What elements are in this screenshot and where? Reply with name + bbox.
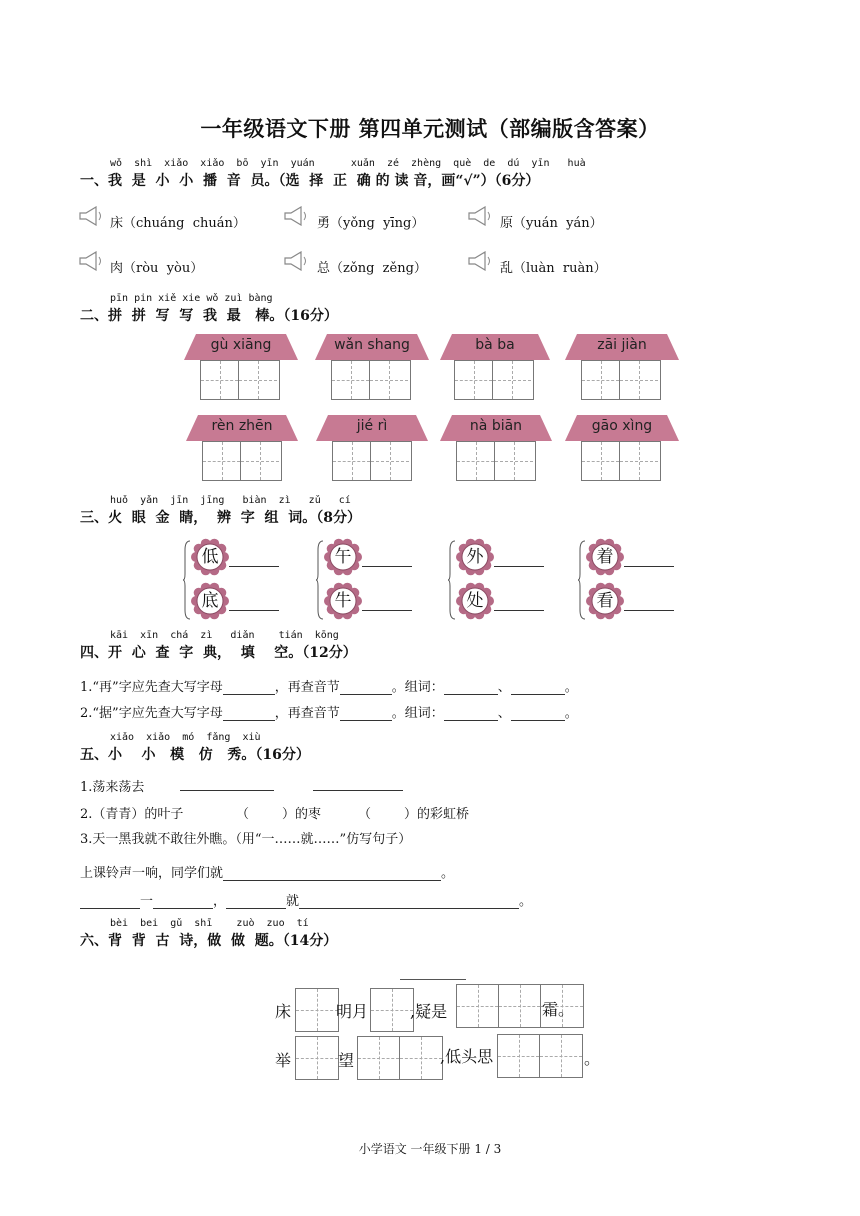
roof-box-5: rèn zhēn	[186, 415, 298, 481]
flower-char-text: 外	[466, 547, 484, 567]
poem-r2-c1: 举	[275, 1051, 292, 1070]
flower-char-text: 着	[596, 547, 614, 567]
s5-line-2a: 2.（青青）的叶子	[80, 807, 184, 822]
poem-grid	[295, 1036, 339, 1080]
flower-char	[456, 538, 494, 580]
s2-pinyin: pīn pin xiě xie wǒ zuì bàng	[110, 293, 273, 304]
s3-heading: 三、火 眼 金 睛， 辨 字 组 词。（8分）	[80, 510, 361, 526]
s2-heading: 二、拼 拼 写 写 我 最 棒。（16分）	[80, 308, 338, 324]
answer-line	[229, 566, 279, 567]
brace-icon	[578, 540, 586, 624]
s3-pinyin: huǒ yǎn jīn jīng biàn zì zǔ cí	[110, 495, 351, 506]
poem-grid	[497, 1034, 583, 1078]
flower-char-text: 底	[201, 591, 219, 611]
flower-char-text: 处	[466, 591, 484, 611]
s5-line-3: 3.天一黑我就不敢往外瞧。（用“一……就……”仿写句子）	[80, 832, 412, 847]
flower-char	[456, 582, 494, 624]
s5-line-4: 上课铃声一响，同学们就 。	[80, 866, 455, 881]
page-footer: 小学语文 一年级下册 1 / 3	[358, 1142, 502, 1156]
answer-line	[624, 610, 674, 611]
flower-char-text: 牛	[334, 591, 352, 611]
s1-item-6: 乱（luàn ruàn）	[500, 261, 607, 276]
s6-pinyin: bèi bei gǔ shī zuò zuo tí	[110, 918, 309, 929]
roof-box-7: nà biān	[440, 415, 552, 481]
speaker-icon	[467, 251, 497, 275]
flower-char-text: 午	[334, 547, 352, 567]
roof-box-2: wǎn shang	[315, 334, 429, 400]
poem-r2-c3: ,低头思	[440, 1047, 494, 1066]
speaker-icon	[78, 251, 108, 275]
s5-pinyin: xiǎo xiǎo mó fǎng xiù	[110, 732, 261, 743]
s5-line-1: 1.荡来荡去	[80, 780, 145, 795]
s1-item-2: 勇（yǒng yīng）	[317, 216, 425, 231]
roof-box-1: gù xiāng	[184, 334, 298, 400]
s5-line-2b: （ ）的枣	[236, 807, 322, 822]
flower-char	[586, 538, 624, 580]
s1-item-5: 总（zǒng zěng）	[317, 261, 427, 276]
speaker-icon	[283, 251, 313, 275]
brace-icon	[448, 540, 456, 624]
flower-char	[191, 582, 229, 624]
s1-item-3: 原（yuán yán）	[500, 216, 603, 231]
s5-heading: 五、小 小 模 仿 秀。（16分）	[80, 747, 310, 763]
flower-char-text: 低	[201, 547, 219, 567]
answer-line	[362, 566, 412, 567]
speaker-icon	[283, 206, 313, 230]
s4-line-1: 1.“再”字应先查大写字母 ，再查音节 。组词： 、 。	[80, 680, 578, 695]
roof-box-8: gāo xìng	[565, 415, 679, 481]
flower-char	[191, 538, 229, 580]
answer-line	[362, 610, 412, 611]
roof-box-6: jié rì	[316, 415, 428, 481]
s5-line-5: 一 ， 就 。	[80, 890, 532, 909]
s5-line-2c: （ ）的彩虹桥	[358, 807, 470, 822]
answer-line	[494, 566, 544, 567]
answer-line	[624, 566, 674, 567]
brace-icon	[316, 540, 324, 624]
answer-line	[494, 610, 544, 611]
s4-heading: 四、开 心 查 字 典， 填 空。（12分）	[80, 645, 357, 661]
flower-char	[324, 538, 362, 580]
poem-grid	[295, 988, 339, 1032]
speaker-icon	[78, 206, 108, 230]
top-line	[400, 979, 466, 980]
poem-r1-c2: 明月	[336, 1002, 369, 1021]
brace-icon	[183, 540, 191, 624]
roof-box-3: bà ba	[440, 334, 550, 400]
flower-char	[586, 582, 624, 624]
answer-line	[229, 610, 279, 611]
s1-pinyin: wǒ shì xiǎo xiǎo bō yīn yuán xuǎn zé zhèng què de dú yīn huà	[110, 158, 586, 169]
poem-grid	[370, 988, 414, 1032]
blank-line	[313, 790, 403, 791]
s4-line-2: 2.“据”字应先查大写字母 ，再查音节 。组词： 、 。	[80, 706, 578, 721]
blank-line	[180, 790, 274, 791]
flower-char-text: 看	[596, 591, 614, 611]
poem-r1-c1: 床	[275, 1002, 292, 1021]
poem-r2-c4: 。	[584, 1049, 601, 1068]
poem-r1-c4: 霜。	[542, 1000, 575, 1019]
speaker-icon	[467, 206, 497, 230]
poem-r2-c2: 望	[338, 1051, 355, 1070]
s1-heading: 一、我 是 小 小 播 音 员。（选 择 正 确 的 读 音，画“√”）（6分）	[80, 173, 540, 189]
flower-char	[324, 582, 362, 624]
s1-item-4: 肉（ròu yòu）	[110, 261, 204, 276]
roof-box-4: zāi jiàn	[565, 334, 679, 400]
s6-heading: 六、背 背 古 诗，做 做 题。（14分）	[80, 933, 338, 949]
poem-r1-c3: ,疑是	[410, 1002, 448, 1021]
s4-pinyin: kāi xīn chá zì diǎn tián kōng	[110, 630, 339, 641]
page-title: 一年级语文下册 第四单元测试（部编版含答案）	[200, 116, 660, 141]
poem-grid	[357, 1036, 443, 1080]
s1-item-1: 床（chuáng chuán）	[110, 216, 246, 231]
